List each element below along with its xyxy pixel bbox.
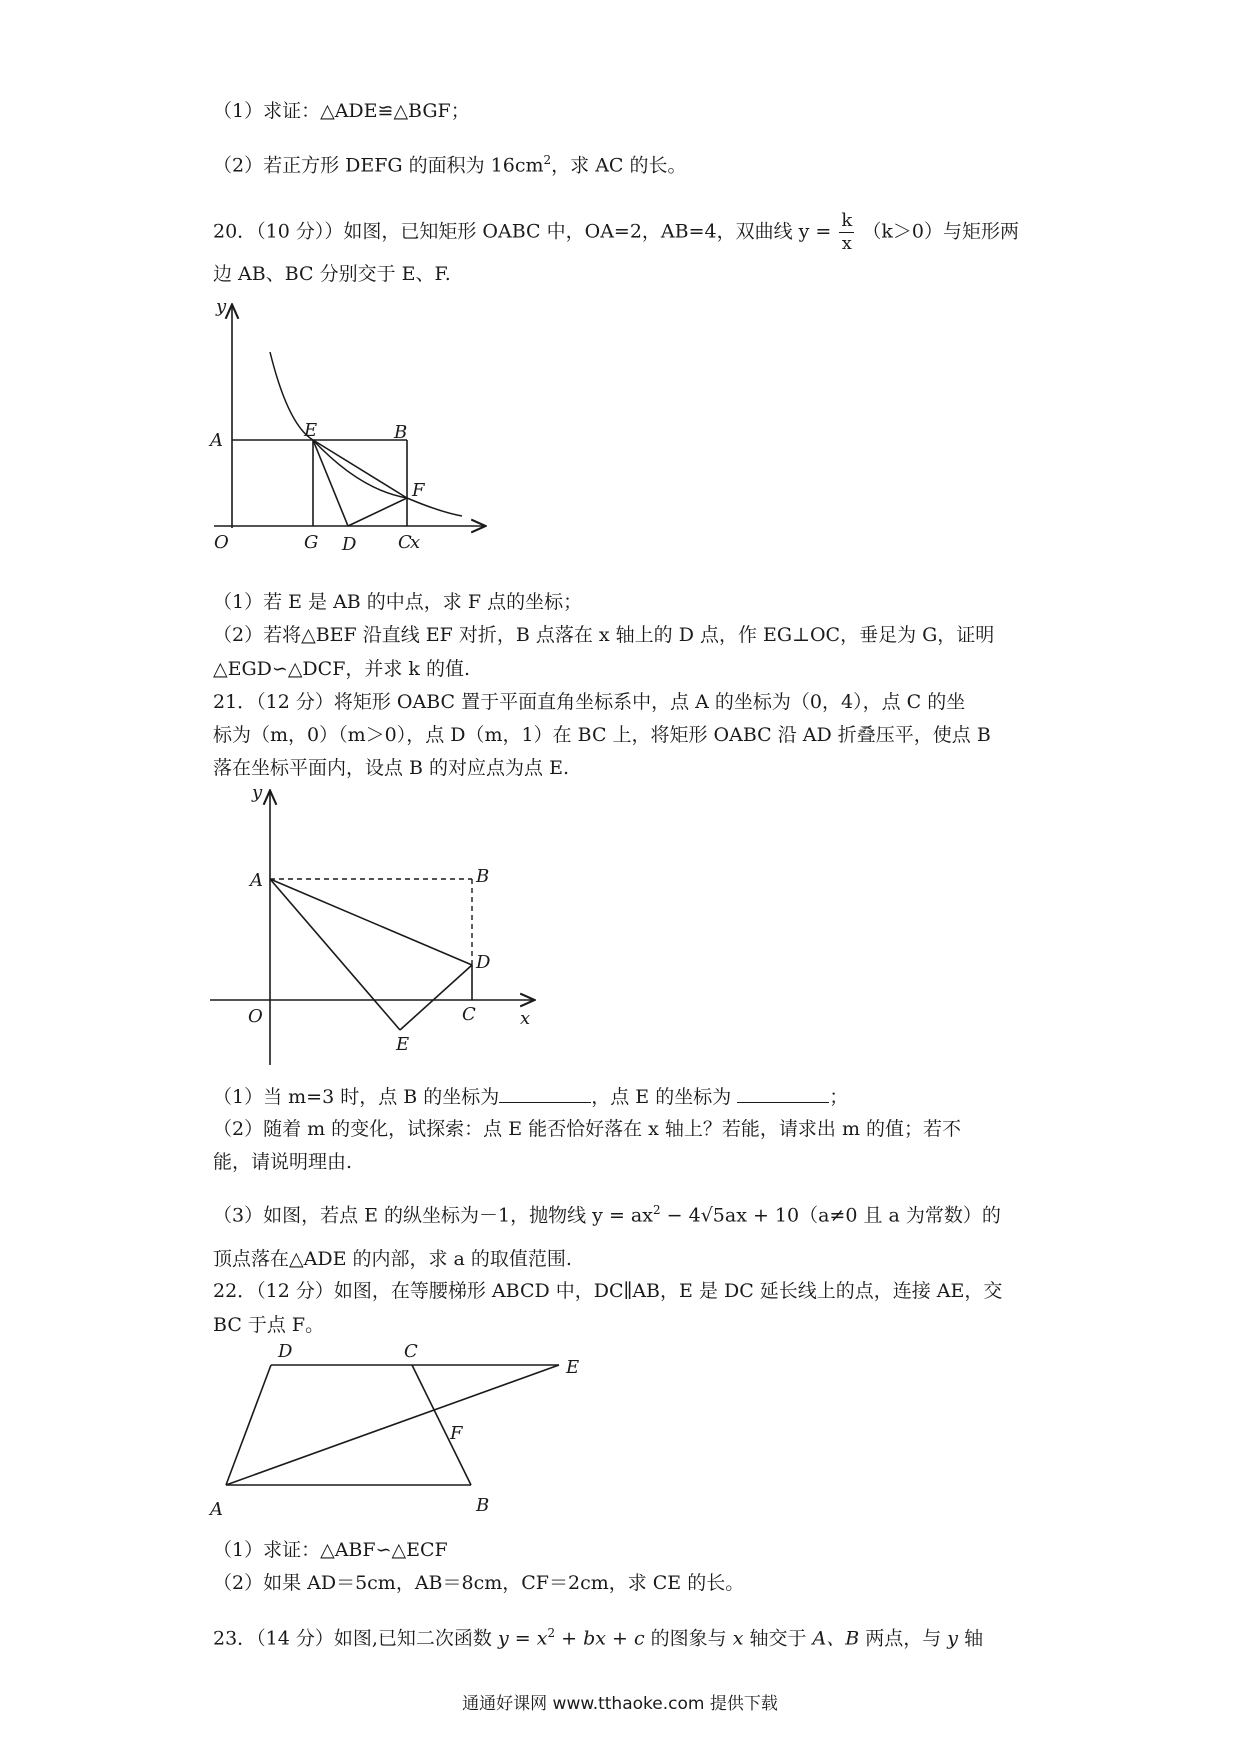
q21-stem-line3: 落在坐标平面内，设点 B 的对应点为点 E.	[213, 757, 569, 779]
q21-part3-cont: 顶点落在△ADE 的内部，求 a 的取值范围.	[213, 1248, 572, 1270]
q21-label-A: A	[250, 870, 263, 891]
q20-part2-cont: △EGD∽△DCF，并求 k 的值.	[213, 658, 471, 680]
page-footer: 通通好课网 www.tthaoke.com 提供下载	[462, 1694, 778, 1714]
q21-part1: （1）当 m=3 时，点 B 的坐标为 ，点 E 的坐标为 ；	[213, 1086, 849, 1108]
q20-label-E: E	[304, 420, 318, 441]
q20-label-G: G	[304, 532, 319, 550]
q22-stem-line1: 22．（12 分）如图，在等腰梯形 ABCD 中，DC∥AB，E 是 DC 延长线上的点，连接 AE，交	[213, 1280, 1003, 1302]
q20-label-x: x	[410, 532, 421, 550]
q21-figure	[200, 780, 540, 1070]
q21-stem-line1: 21．（12 分）将矩形 OABC 置于平面直角坐标系中，点 A 的坐标为（0，4），点 C 的坐	[213, 691, 966, 713]
q19-part2: （2）若正方形 DEFG 的面积为 $16cm^2$，求 AC 的长。	[213, 153, 687, 177]
q20-label-B: B	[394, 422, 408, 443]
q21-label-C: C	[462, 1004, 476, 1025]
q19-part1: （1）求证：△ADE≌△BGF；	[213, 100, 470, 122]
q20-segment-DF	[348, 498, 407, 526]
q20-label-A: A	[210, 430, 223, 451]
q21-label-B: B	[476, 866, 490, 887]
q22-segment-DA	[226, 1365, 271, 1485]
q21-part3: （3）如图，若点 E 的纵坐标为－1，抛物线 $y = ax^2 - 4√5ax + 10(a\ne 0$ 且 a 为常数）的	[213, 1203, 1001, 1227]
q20-label-F: F	[412, 480, 425, 501]
q20-part1: （1）若 E 是 AB 的中点，求 F 点的坐标；	[213, 591, 583, 613]
q20-stem-line1: 20．（10 分））如图，已知矩形 OABC 中，OA=2，AB=4，双曲线 y = $\frac{k}{x}$ （k＞0）与矩形两	[213, 210, 1019, 254]
q21-label-O: O	[248, 1006, 263, 1027]
q21-part2-cont: 能，请说明理由.	[213, 1151, 353, 1173]
q20-label-O: O	[214, 532, 229, 550]
q22-label-F: F	[450, 1423, 463, 1444]
q22-part1: （1）求证：△ABF∽△ECF	[213, 1539, 448, 1561]
q22-figure	[200, 1335, 600, 1525]
q22-label-A: A	[210, 1499, 223, 1520]
q20-figure	[200, 290, 500, 550]
q21-label-D: D	[476, 952, 491, 973]
q20-fraction: $\frac{k}{x}$	[841, 210, 853, 254]
answer-blank-2[interactable]	[737, 1084, 829, 1103]
q20-label-C: C	[398, 532, 412, 550]
q22-label-D: D	[278, 1341, 293, 1362]
q21-stem-line2: 标为（m，0）（m＞0），点 D（m，1）在 BC 上，将矩形 OABC 沿 AD 折叠压平，使点 B	[213, 724, 991, 746]
q21-segment-AD	[270, 879, 472, 965]
q22-stem-line2: BC 于点 F。	[213, 1314, 325, 1336]
q21-label-y: y	[252, 782, 263, 803]
q22-label-C: C	[404, 1341, 418, 1362]
q20-stem-line2: 边 AB、BC 分别交于 E、F.	[213, 263, 451, 285]
q20-label-D: D	[342, 534, 357, 550]
q20-segment-EF	[313, 440, 407, 498]
q22-segment-AE	[226, 1365, 559, 1485]
q21-segment-AE	[270, 879, 400, 1030]
q20-part2: （2）若将△BEF 沿直线 EF 对折，B 点落在 x 轴上的 D 点，作 EG⊥OC，垂足为 G，证明	[213, 624, 995, 646]
q23-stem-line1: 23．（14 分）如图,已知二次函数 $y = x^2$ + bx + c 的图象与 x 轴交于 A、B 两点，与 y 轴	[213, 1626, 984, 1650]
q21-label-E: E	[396, 1034, 410, 1055]
q21-part2: （2）随着 m 的变化，试探索：点 E 能否恰好落在 x 轴上？若能，请求出 m 的值；若不	[213, 1118, 962, 1140]
q20-label-y: y	[216, 296, 227, 317]
q22-label-E: E	[566, 1357, 580, 1378]
answer-blank-1[interactable]	[499, 1084, 591, 1103]
q21-label-x: x	[520, 1008, 531, 1029]
q20-segment-ED	[313, 440, 348, 526]
q22-part2: （2）如果 AD＝5cm，AB＝8cm，CF＝2cm，求 CE 的长。	[213, 1572, 745, 1594]
q20-hyperbola	[270, 352, 462, 516]
q22-label-B: B	[476, 1495, 490, 1516]
